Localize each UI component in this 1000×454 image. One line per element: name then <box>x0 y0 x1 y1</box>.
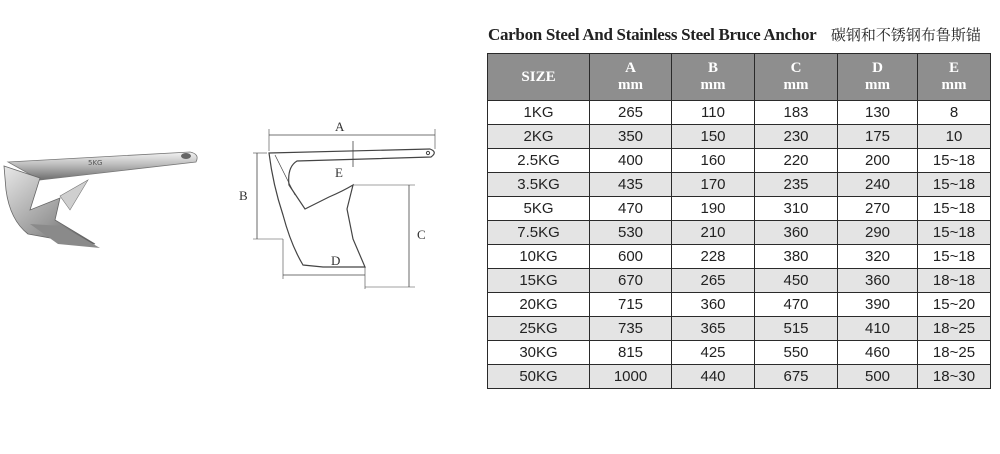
table-cell: 390 <box>838 293 918 317</box>
table-cell: 7.5KG <box>488 221 590 245</box>
table-cell: 360 <box>755 221 838 245</box>
column-header-label: E <box>948 60 959 76</box>
table-cell: 290 <box>838 221 918 245</box>
table-cell: 230 <box>755 125 838 149</box>
column-header-label: B <box>707 60 718 76</box>
table-cell: 1KG <box>488 101 590 125</box>
dimension-label-b: B <box>239 188 248 203</box>
table-cell: 25KG <box>488 317 590 341</box>
column-header <box>672 54 755 101</box>
photo-weight-stamp: 5KG <box>88 159 103 167</box>
table-cell: 410 <box>838 317 918 341</box>
table-cell: 360 <box>838 269 918 293</box>
table-header-row <box>488 54 991 101</box>
table-cell: 50KG <box>488 365 590 389</box>
table-cell: 175 <box>838 125 918 149</box>
table-cell: 515 <box>755 317 838 341</box>
table-row <box>488 365 991 389</box>
table-cell: 350 <box>590 125 672 149</box>
table-cell: 30KG <box>488 341 590 365</box>
column-header-unit: mm <box>700 77 726 93</box>
table-cell: 550 <box>755 341 838 365</box>
table-cell: 183 <box>755 101 838 125</box>
table-cell: 440 <box>672 365 755 389</box>
table-cell: 670 <box>590 269 672 293</box>
column-header <box>590 54 672 101</box>
table-cell: 220 <box>755 149 838 173</box>
table-cell: 5KG <box>488 197 590 221</box>
table-row <box>488 293 991 317</box>
table-cell: 400 <box>590 149 672 173</box>
table-cell: 240 <box>838 173 918 197</box>
table-cell: 450 <box>755 269 838 293</box>
table-cell: 425 <box>672 341 755 365</box>
table-cell: 15~18 <box>918 221 991 245</box>
table-cell: 310 <box>755 197 838 221</box>
table-cell: 110 <box>672 101 755 125</box>
column-header <box>755 54 838 101</box>
table-cell: 2.5KG <box>488 149 590 173</box>
table-cell: 470 <box>755 293 838 317</box>
table-cell: 265 <box>672 269 755 293</box>
table-cell: 10KG <box>488 245 590 269</box>
table-row <box>488 197 991 221</box>
table-cell: 360 <box>672 293 755 317</box>
table-cell: 228 <box>672 245 755 269</box>
table-row <box>488 173 991 197</box>
table-cell: 18~30 <box>918 365 991 389</box>
table-cell: 265 <box>590 101 672 125</box>
table-row <box>488 101 991 125</box>
anchor-photo <box>0 140 215 260</box>
column-header <box>838 54 918 101</box>
title-chinese: 碳钢和不锈钢布鲁斯锚 <box>830 26 981 44</box>
column-header-unit: mm <box>618 77 643 93</box>
table-cell: 8 <box>918 101 991 125</box>
table-row <box>488 245 991 269</box>
table-cell: 1000 <box>590 365 672 389</box>
column-header-unit: mm <box>865 77 890 93</box>
table-cell: 320 <box>838 245 918 269</box>
table-cell: 815 <box>590 341 672 365</box>
column-header-unit: mm <box>783 77 809 93</box>
table-cell: 3.5KG <box>488 173 590 197</box>
table-cell: 270 <box>838 197 918 221</box>
table-row <box>488 221 991 245</box>
table-cell: 18~18 <box>918 269 991 293</box>
column-header-label: C <box>790 60 802 76</box>
dimension-label-e: E <box>335 165 343 180</box>
table-cell: 190 <box>672 197 755 221</box>
table-cell: 18~25 <box>918 341 991 365</box>
table-cell: 160 <box>672 149 755 173</box>
table-cell: 15~18 <box>918 245 991 269</box>
table-cell: 18~25 <box>918 317 991 341</box>
table-cell: 235 <box>755 173 838 197</box>
column-header-label: D <box>872 60 883 76</box>
table-cell: 15~18 <box>918 173 991 197</box>
dimension-label-d: D <box>331 253 341 268</box>
column-header <box>918 54 991 101</box>
table-cell: 130 <box>838 101 918 125</box>
table-cell: 150 <box>672 125 755 149</box>
column-header-label: SIZE <box>521 68 556 85</box>
table-cell: 20KG <box>488 293 590 317</box>
table-cell: 470 <box>590 197 672 221</box>
table-cell: 460 <box>838 341 918 365</box>
table-cell: 600 <box>590 245 672 269</box>
table-cell: 15KG <box>488 269 590 293</box>
dimension-label-c: C <box>417 227 426 242</box>
table-cell: 15~18 <box>918 149 991 173</box>
title-english: Carbon Steel And Stainless Steel Bruce Anchor <box>488 25 817 44</box>
dimension-label-a: A <box>335 119 345 134</box>
table-row <box>488 269 991 293</box>
table-cell: 200 <box>838 149 918 173</box>
column-header <box>488 54 590 101</box>
table-cell: 365 <box>672 317 755 341</box>
table-cell: 735 <box>590 317 672 341</box>
table-cell: 380 <box>755 245 838 269</box>
table-cell: 210 <box>672 221 755 245</box>
anchor-dimension-drawing <box>225 105 465 305</box>
table-row <box>488 125 991 149</box>
table-cell: 500 <box>838 365 918 389</box>
table-row <box>488 149 991 173</box>
table-cell: 15~20 <box>918 293 991 317</box>
table-row <box>488 317 991 341</box>
table-cell: 715 <box>590 293 672 317</box>
table-cell: 15~18 <box>918 197 991 221</box>
spec-heading <box>488 24 988 45</box>
table-cell: 2KG <box>488 125 590 149</box>
table-row <box>488 341 991 365</box>
table-cell: 10 <box>918 125 991 149</box>
table-cell: 170 <box>672 173 755 197</box>
table-cell: 530 <box>590 221 672 245</box>
spec-table <box>487 53 991 389</box>
table-cell: 675 <box>755 365 838 389</box>
column-header-label: A <box>625 60 636 76</box>
column-header-unit: mm <box>941 77 967 93</box>
table-cell: 435 <box>590 173 672 197</box>
